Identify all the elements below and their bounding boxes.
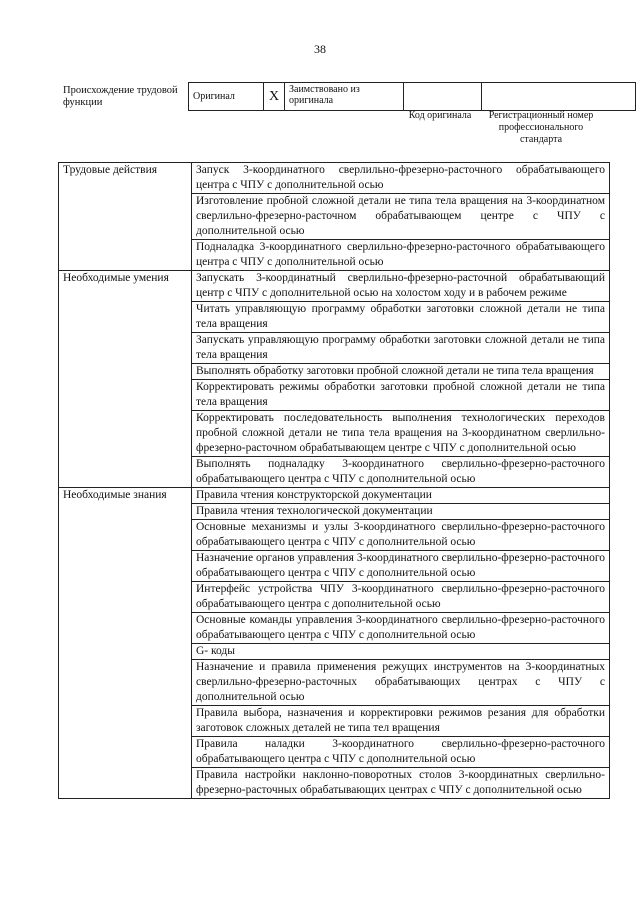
table-cell: Корректировать последовательность выполнения технологических переходов пробной сложной детали не типа тела вращения на 3-координатном сверлильно-фрезерно-расточном обрабатывающем центре с ЧПУ с дополнительной осью [192,411,610,457]
section-title: Необходимые знания [59,488,192,799]
table-cell: Запускать 3-координатный сверлильно-фрезерно-расточной обрабатывающий центр с ЧПУ с дополнительной осью на холостом ходу и в рабочем режиме [192,271,610,302]
table-cell: Назначение и правила применения режущих инструментов на 3-координатных сверлильно-фрезерно-расточных обрабатывающих центрах с ЧПУ с дополнительной осью [192,660,610,706]
table-cell: Запускать управляющую программу обработки заготовки сложной детали не типа тела вращения [192,333,610,364]
function-table [58,162,610,799]
table-cell: Правила чтения конструкторской документации [192,488,610,504]
table-cell: Основные команды управления 3-координатного сверлильно-фрезерно-расточного обрабатывающего центра с ЧПУ с дополнительной осью [192,613,610,644]
table-cell: Назначение органов управления 3-координатного сверлильно-фрезерно-расточного обрабатывающего центра с ЧПУ с дополнительной осью [192,551,610,582]
table-cell: Выполнять подналадку 3-координатного сверлильно-фрезерно-расточного обрабатывающего центра с ЧПУ с дополнительной осью [192,457,610,488]
table-cell: Подналадка 3-координатного сверлильно-фрезерно-расточного обрабатывающего центра с ЧПУ с дополнительной осью [192,240,610,271]
table-cell: Основные механизмы и узлы 3-координатного сверлильно-фрезерно-расточного обрабатывающего центра с ЧПУ с дополнительной осью [192,520,610,551]
original-mark: X [264,83,285,111]
section-title: Необходимые умения [59,271,192,488]
table-cell: Правила чтения технологической документации [192,504,610,520]
table-row [59,271,610,302]
table-row [59,163,610,194]
borrowed-cell: Заимствовано из оригинала [285,83,404,111]
table-cell: Правила настройки наклонно-поворотных столов 3-координатных сверлильно-фрезерно-расточных обрабатывающих центрах с ЧПУ с дополнительной осью [192,768,610,799]
table-cell: Изготовление пробной сложной детали не типа тела вращения на 3-координатном сверлильно-фрезерно-расточном обрабатывающем центре с ЧПУ с дополнительной осью [192,194,610,240]
table-cell: Интерфейс устройства ЧПУ 3-координатного сверлильно-фрезерно-расточного обрабатывающего центра с дополнительной осью [192,582,610,613]
table-cell: Правила выбора, назначения и корректировки режимов резания для обработки заготовок сложных деталей не типа тел вращения [192,706,610,737]
section-title: Трудовые действия [59,163,192,271]
table-cell: Корректировать режимы обработки заготовки пробной сложной детали не типа тела вращения [192,380,610,411]
origin-label: Происхождение трудовой функции [63,85,178,108]
code-cell [404,83,482,111]
reg-number-label: Регистрационный номер профессионального стандарта [488,110,594,145]
original-cell: Оригинал [189,83,264,111]
table-cell: Читать управляющую программу обработки заготовки сложной детали не типа тела вращения [192,302,610,333]
code-label: Код оригинала [408,110,472,121]
table-cell: G- коды [192,644,610,660]
page-number: 38 [314,42,326,56]
reg-number-cell [482,83,636,111]
table-cell: Запуск 3-координатного сверлильно-фрезерно-расточного обрабатывающего центра с ЧПУ с дополнительной осью [192,163,610,194]
table-cell: Правила наладки 3-координатного сверлильно-фрезерно-расточного обрабатывающего центра с ЧПУ с дополнительной осью [192,737,610,768]
origin-table [188,82,636,111]
table-cell: Выполнять обработку заготовки пробной сложной детали не типа тела вращения [192,364,610,380]
table-row [59,488,610,504]
